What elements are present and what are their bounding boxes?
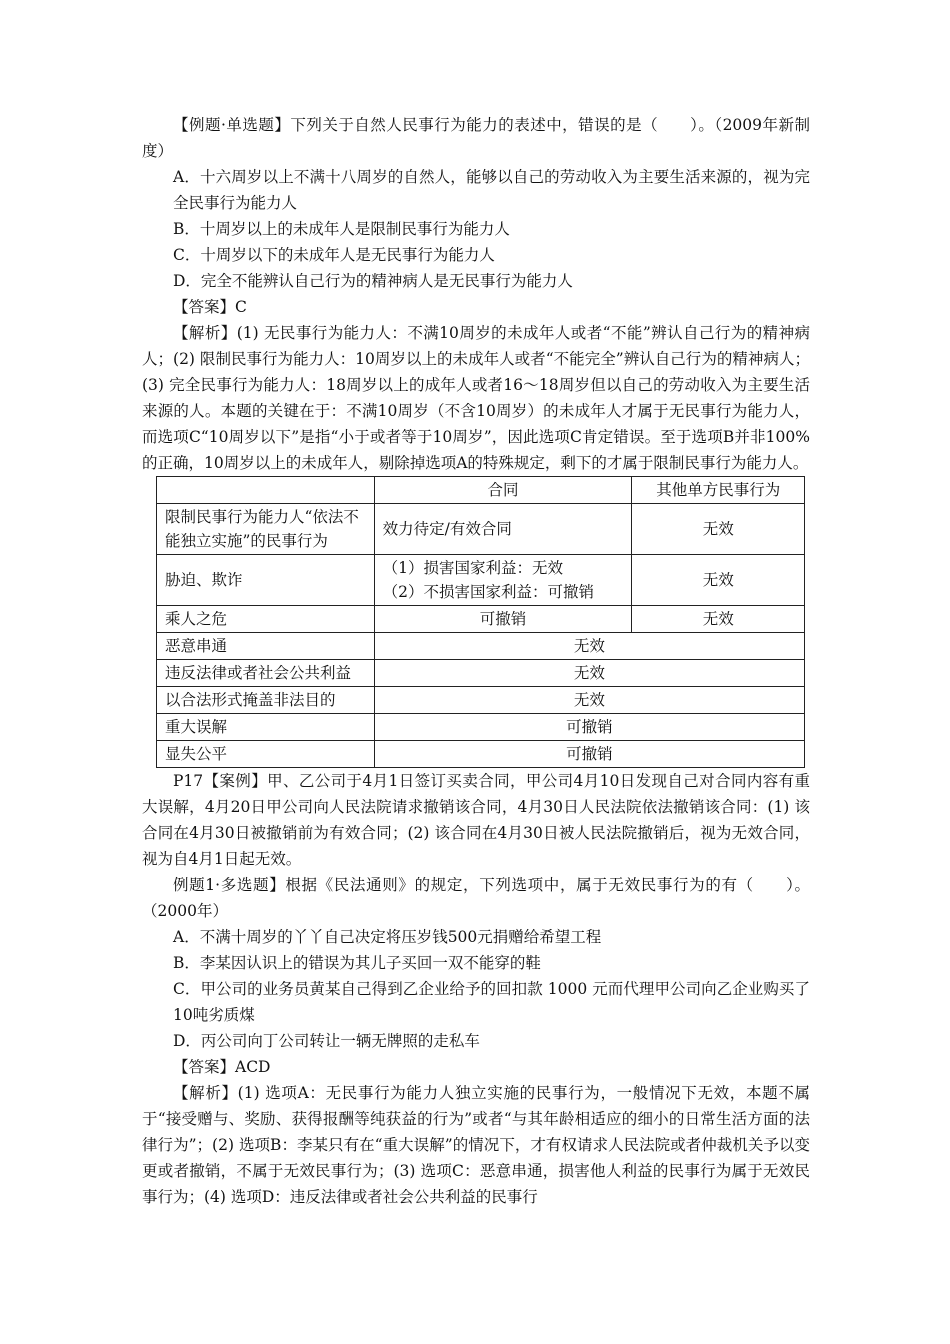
- table-row: [157, 555, 805, 606]
- row-other: 无效: [632, 606, 805, 633]
- table-row: [157, 741, 805, 768]
- q1-option-c: C．十周岁以下的未成年人是无民事行为能力人: [173, 246, 495, 264]
- row-contract: 效力待定/有效合同: [374, 504, 632, 555]
- row-label: 以合法形式掩盖非法目的: [157, 687, 375, 714]
- row-merged-value: 无效: [374, 633, 804, 660]
- q2-option-d: D．丙公司向丁公司转让一辆无牌照的走私车: [173, 1032, 480, 1050]
- validity-table: [156, 476, 805, 768]
- q1-stem: 【例题·单选题】下列关于自然人民事行为能力的表述中，错误的是（ ）。（2009年新制度）: [142, 116, 810, 160]
- q1-option-d: D．完全不能辨认自己行为的精神病人是无民事行为能力人: [173, 272, 573, 290]
- q1-option-a: A．十六周岁以上不满十八周岁的自然人，能够以自己的劳动收入为主要生活来源的，视为完全民事行为能力人: [173, 168, 810, 212]
- row-label: 乘人之危: [157, 606, 375, 633]
- table-row: [157, 660, 805, 687]
- q2-option-c: C．甲公司的业务员黄某自己得到乙企业给予的回扣款 1000 元而代理甲公司向乙企业购买了10吨劣质煤: [173, 980, 810, 1024]
- q2-stem: 例题1·多选题】根据《民法通则》的规定，下列选项中，属于无效民事行为的有（ ）。（2000年）: [142, 876, 810, 920]
- row-label: 违反法律或者社会公共利益: [157, 660, 375, 687]
- table-header-cell: 合同: [374, 477, 632, 504]
- row-label: 限制民事行为能力人“依法不能独立实施”的民事行为: [157, 504, 375, 555]
- row-merged-value: 无效: [374, 687, 804, 714]
- row-merged-value: 可撤销: [374, 741, 804, 768]
- table-header-cell: [157, 477, 375, 504]
- row-merged-value: 无效: [374, 660, 804, 687]
- case-paragraph: P17【案例】甲、乙公司于4月1日签订买卖合同，甲公司4月10日发现自己对合同内容有重大误解，4月20日甲公司向人民法院请求撤销该合同，4月30日人民法院依法撤销该合同：(1) 该合同在4月30日被撤销前为有效合同；(2) 该合同在4月30日被人民法院撤销后，视为无效合同，视为自4月1日起无效。: [142, 772, 810, 868]
- row-contract: 可撤销: [374, 606, 632, 633]
- q2-option-a: A．不满十周岁的丫丫自己决定将压岁钱500元捐赠给希望工程: [173, 928, 602, 946]
- document-page: [142, 112, 810, 1210]
- row-merged-value: 可撤销: [374, 714, 804, 741]
- row-other: 无效: [632, 504, 805, 555]
- q1-option-b: B．十周岁以上的未成年人是限制民事行为能力人: [173, 220, 510, 238]
- row-label: 胁迫、欺诈: [157, 555, 375, 606]
- q1-answer: 【答案】C: [173, 298, 247, 316]
- q2-analysis: 【解析】(1) 选项A：无民事行为能力人独立实施的民事行为，一般情况下无效，本题不属于“接受赠与、奖励、获得报酬等纯获益的行为”或者“与其年龄相适应的细小的日常生活方面的法律行为”；(2) 选项B：李某只有在“重大误解”的情况下，才有权请求人民法院或者仲裁机关予以变更或者撤销，不属于无效民事行为；(3) 选项C：恶意串通，损害他人利益的民事行为属于无效民事行为；(4) 选项D：违反法律或者社会公共利益的民事行: [142, 1084, 810, 1206]
- row-contract: [374, 555, 632, 606]
- table-header-row: [157, 477, 805, 504]
- row-contract-line: （2）不损害国家利益：可撤销: [382, 583, 595, 601]
- table-row: [157, 504, 805, 555]
- row-label: 恶意串通: [157, 633, 375, 660]
- q1-analysis: 【解析】(1) 无民事行为能力人：不满10周岁的未成年人或者“不能”辨认自己行为的精神病人；(2) 限制民事行为能力人：10周岁以上的未成年人或者“不能完全”辨认自己行为的精神病人；(3) 完全民事行为能力人：18周岁以上的成年人或者16～18周岁但以自己的劳动收入为主要生活来源的人。本题的关键在于：不满10周岁（不含10周岁）的未成年人才属于无民事行为能力人，而选项C“10周岁以下”是指“小于或者等于10周岁”，因此选项C肯定错误。至于选项B并非100%的正确，10周岁以上的未成年人，剔除掉选项A的特殊规定，剩下的才属于限制民事行为能力人。: [142, 324, 810, 472]
- table-row: [157, 714, 805, 741]
- row-label: 重大误解: [157, 714, 375, 741]
- q2-answer: 【答案】ACD: [173, 1058, 271, 1076]
- table-header-cell: 其他单方民事行为: [632, 477, 805, 504]
- row-label: 显失公平: [157, 741, 375, 768]
- table-row: [157, 633, 805, 660]
- q2-option-b: B．李某因认识上的错误为其儿子买回一双不能穿的鞋: [173, 954, 541, 972]
- table-row: [157, 687, 805, 714]
- row-other: 无效: [632, 555, 805, 606]
- table-row: [157, 606, 805, 633]
- row-contract-line: （1）损害国家利益：无效: [382, 559, 564, 577]
